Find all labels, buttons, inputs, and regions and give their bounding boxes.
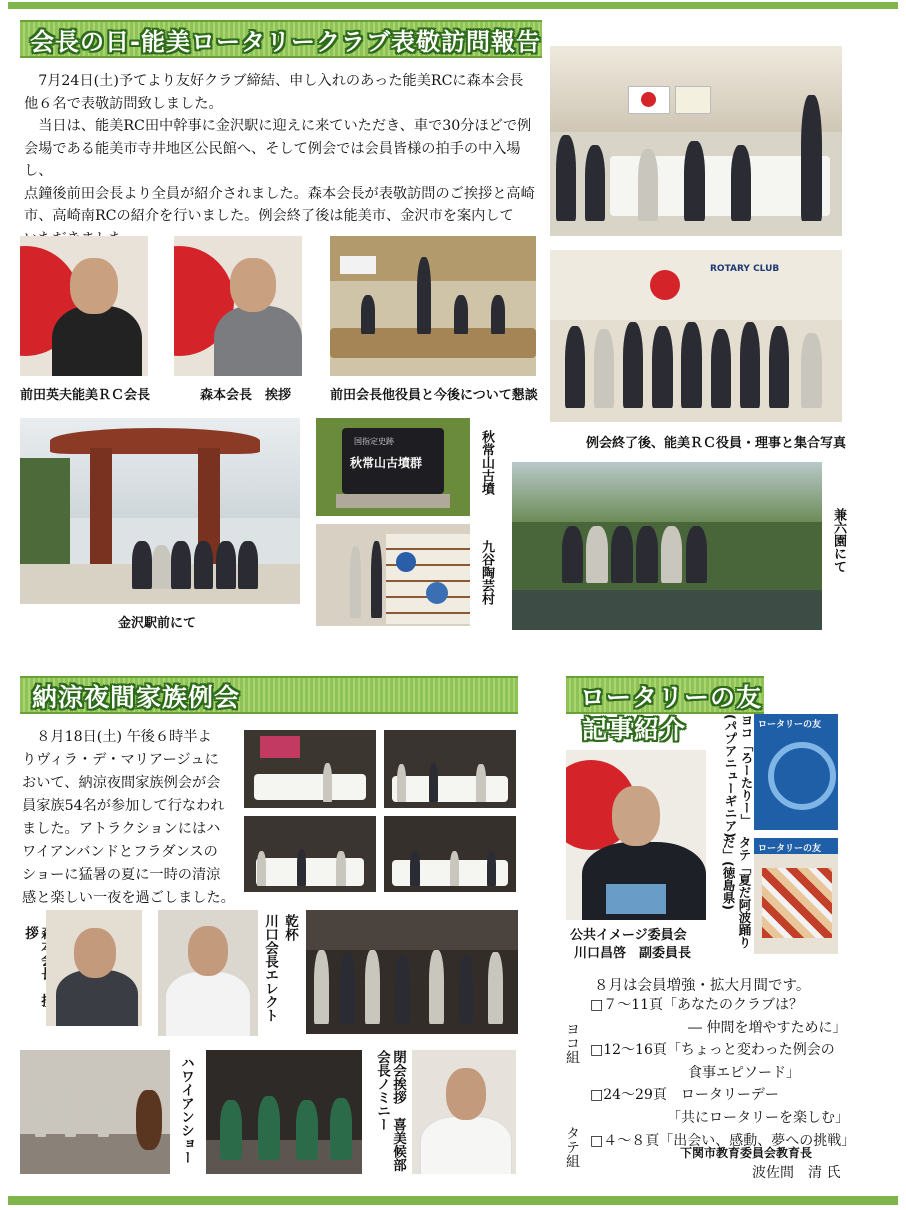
tate-magazine-cover: [754, 838, 838, 954]
bottom-stripe: [8, 1196, 898, 1205]
hawaiian-band-photo: [20, 1050, 170, 1174]
morimoto-greeting-photo: [174, 236, 302, 376]
label-yoko: ヨコ組: [564, 1022, 580, 1064]
caption-group: 例会終了後、能美ＲＣ役員・理事と集合写真: [586, 436, 847, 451]
section3-title-line1: ロータリーの友: [580, 683, 763, 712]
caption-tate-cover: タテ「夏だ阿波踊りだ」(徳島県): [721, 836, 752, 949]
caption-morimoto: 森本会長 挨拶: [200, 388, 292, 403]
article-item: □４～８頁「出会い、感動、夢への挑戦」: [590, 1132, 856, 1149]
section1-paragraph: [24, 70, 544, 250]
caption-s2-morimoto: 拶: [22, 926, 38, 940]
caption-committee: 公共イメージ委員会: [570, 928, 687, 943]
caption-closing: 閉会挨拶 喜美候部会長ノミニー: [374, 1050, 406, 1172]
section1-line: 点鐘後前田会長より全員が紹介されました。森本会長が表敬訪問のご挨拶と高崎: [24, 185, 535, 202]
kanazawa-station-photo: [20, 418, 300, 604]
section3-title-line2: 記事紹介: [582, 715, 687, 744]
caption-kanazawa: 金沢駅前にて: [118, 616, 197, 631]
yoko-magazine-cover: [754, 714, 838, 830]
article-item: □24～29頁 ロータリーデー: [590, 1087, 779, 1104]
article-item: □12～16頁「ちょっと変わった例会の: [590, 1042, 835, 1059]
s2-morimoto-photo: [46, 910, 142, 1026]
caption-kawaguchi: 川口会長エレクト: [262, 914, 278, 1022]
stone-line1: 国指定史跡: [354, 437, 394, 446]
hula-dance-photo: [206, 1050, 362, 1174]
article-item: □７～11頁「あなたのクラブは？: [590, 997, 804, 1013]
party-photo-1: [244, 730, 376, 808]
section3-intro: ８月は会員増強・拡大月間です。: [594, 978, 811, 994]
group-banner-text: ROTARY CLUB: [710, 264, 780, 274]
author-name: 波佐間 清 氏: [752, 1165, 841, 1181]
section2-line: ました。アトラクションにはハ: [22, 821, 221, 837]
party-photo-3: [244, 816, 376, 892]
section2-line: 員家族54名が参加して行なわれ: [22, 798, 225, 814]
kutani-photo: [316, 524, 470, 626]
section1-line: 会場である能美市寺井地区公民館へ、そして例会では会員皆様の拍手の中入場し、: [24, 140, 521, 179]
top-stripe: [8, 2, 898, 9]
meeting-discussion-photo: [330, 236, 536, 376]
article-item: 食事エピソード」: [590, 1064, 800, 1081]
section2-line: りヴィラ・デ・マリアージュに: [22, 752, 219, 768]
article-item: ― 仲間を増やすために」: [590, 1019, 847, 1036]
caption-meeting: 前田会長他役員と今後について懇談: [330, 388, 538, 403]
section2-line: ショーに猛暑の夏に一時の清涼: [22, 867, 221, 883]
article-list: [590, 994, 855, 1152]
section2-title: 納涼夜間家族例会: [32, 683, 241, 712]
section1-line: 当日は、能美RC田中幹事に金沢駅に迎えに来ていただき、車で30分ほどで例: [24, 118, 532, 134]
label-tate: タテ組: [564, 1126, 580, 1168]
caption-hawaiian: ハワイアンショー: [178, 1056, 194, 1164]
caption-tomb: 秋常山古墳: [479, 430, 494, 495]
kanpai-photo: [306, 910, 518, 1034]
kenrokuen-photo: [512, 462, 822, 630]
section1-title: 会長の日-能美ロータリークラブ表敬訪問報告: [30, 28, 541, 56]
group-photo: [550, 250, 842, 422]
party-photo-2: [384, 730, 516, 808]
caption-kutani: 九谷陶芸村: [479, 540, 494, 605]
caption-kanpai: 乾杯: [282, 914, 298, 941]
kawaguchi-toast-photo: [158, 910, 258, 1036]
section2-line: 感と楽しい一夜を過ごしました。: [22, 890, 235, 906]
author-title: 下関市教育委員会教育長: [680, 1146, 813, 1160]
party-photo-4: [384, 816, 516, 892]
yoko-logo: ロータリーの友: [758, 720, 822, 730]
stone-line2: 秋常山古墳群: [350, 456, 423, 470]
caption-yoko-cover: ヨコ「ろーたりー」(パプアニューギニア): [723, 714, 754, 838]
maeda-photo: [20, 236, 148, 376]
section1-line: 7月24日(土)予てより友好クラブ締結、申し入れのあった能美RCに森本会長: [24, 73, 524, 89]
tate-logo: ロータリーの友: [758, 844, 822, 854]
caption-vice-chair: 川口昌啓 副委員長: [574, 946, 692, 961]
section2-paragraph: [22, 726, 242, 910]
meeting-hall-photo: [550, 46, 842, 236]
tomb-photo: [316, 418, 470, 516]
article-item: 「共にロータリーを楽しむ」: [590, 1109, 849, 1126]
caption-maeda: 前田英夫能美ＲＣ会長: [20, 388, 151, 403]
section2-line: ８月18日(土) 午後６時半よ: [22, 729, 212, 745]
section2-line: おいて、納涼夜間家族例会が会: [22, 775, 221, 791]
caption-kenrokuen: 兼六園にて: [831, 508, 846, 573]
section1-line: 他６名で表敬訪問致しました。: [24, 95, 223, 112]
kawaguchi-reading-photo: [566, 750, 706, 920]
section2-line: ワイアンバンドとフラダンスの: [22, 844, 218, 860]
section1-line: 市、高崎南RCの紹介を行いました。例会終了後は能美市、金沢市を案内して: [24, 208, 514, 224]
closing-speech-photo: [412, 1050, 516, 1174]
